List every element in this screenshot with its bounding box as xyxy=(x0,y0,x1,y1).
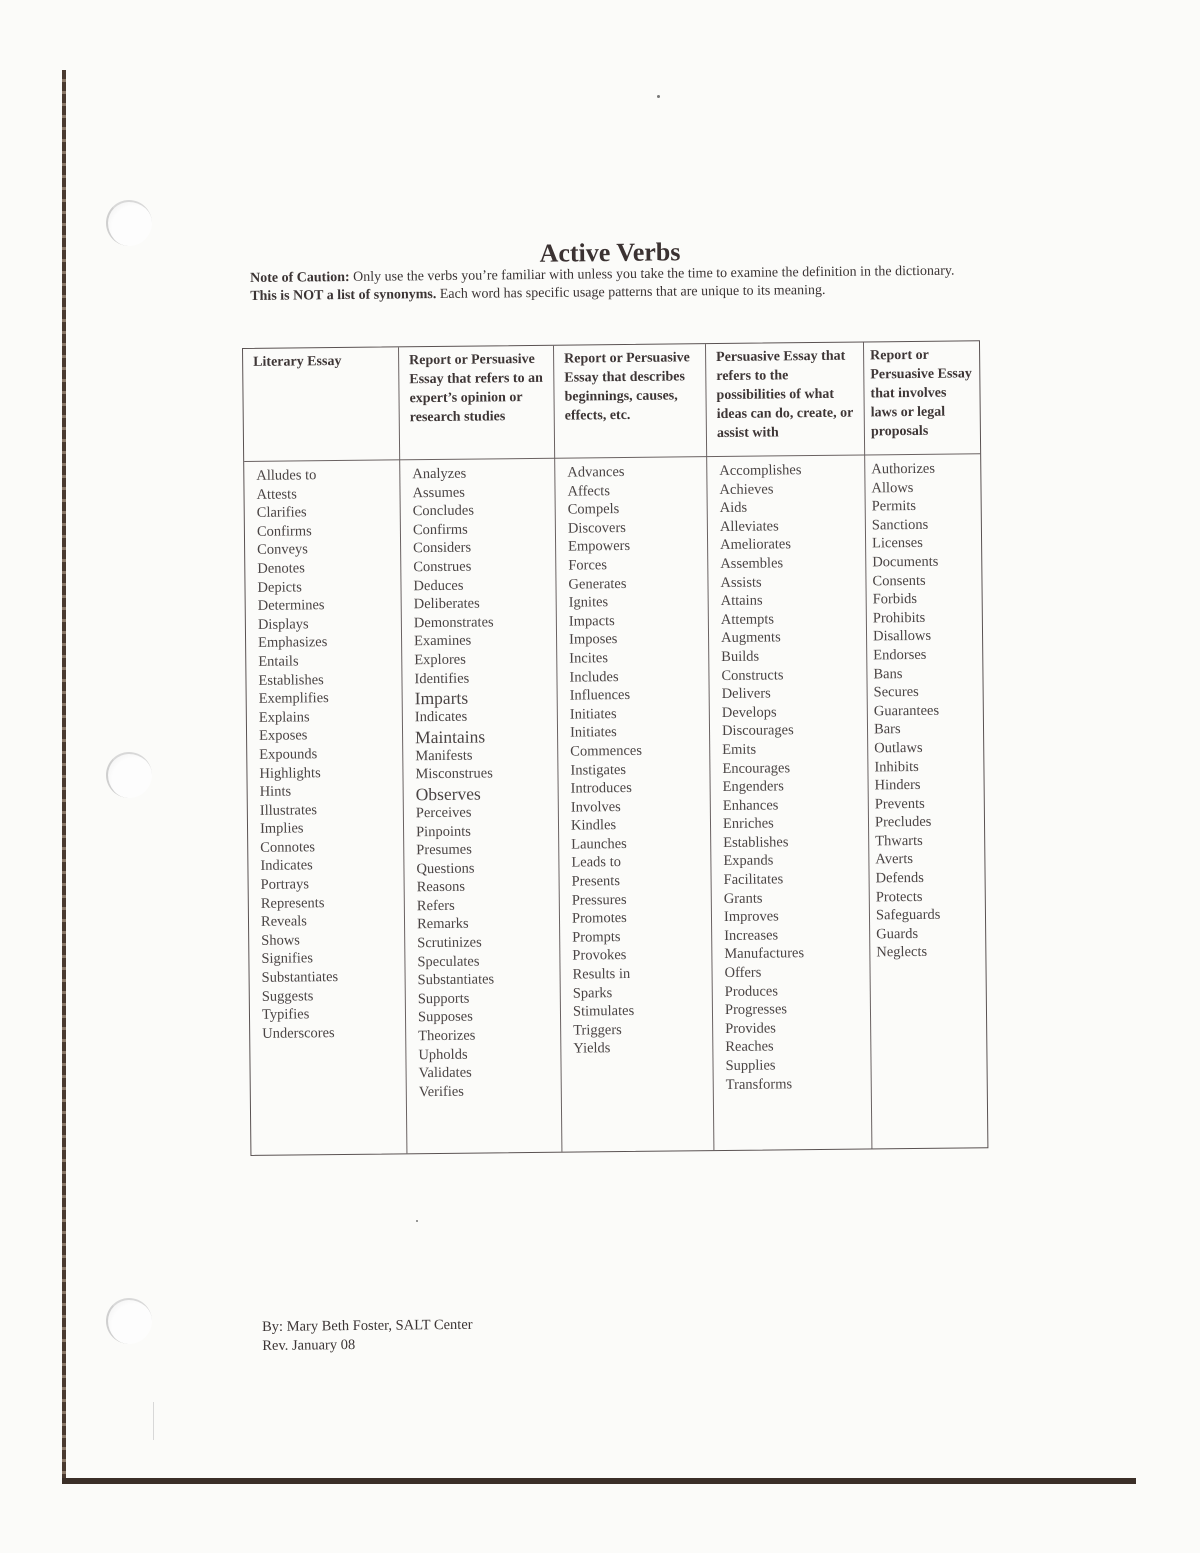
verb-item: Improves xyxy=(723,908,779,926)
page-title: Active Verbs xyxy=(539,237,681,268)
verb-item: Achieves xyxy=(719,481,774,498)
verb-item: Exemplifies xyxy=(258,690,329,707)
verb-item: Engenders xyxy=(722,778,784,796)
verb-item: Advances xyxy=(567,464,625,481)
verb-item: Accomplishes xyxy=(719,462,802,480)
column-header: Literary Essay xyxy=(253,353,342,370)
verb-item: Expands xyxy=(723,852,774,870)
verb-item: Conveys xyxy=(257,541,308,559)
verb-item: Initiates xyxy=(569,705,617,723)
verb-item: Consents xyxy=(872,572,926,589)
verb-item: Outlaws xyxy=(874,739,923,757)
verb-item: Leads to xyxy=(571,854,622,872)
verb-item: Thwarts xyxy=(875,832,923,850)
verb-item: Introduces xyxy=(570,780,632,797)
verb-item: Emphasizes xyxy=(258,634,328,652)
verb-item: Signifies xyxy=(261,950,314,968)
verb-item: Emits xyxy=(722,741,757,758)
verb-item: Scrutinizes xyxy=(417,934,482,952)
verb-item: Confirms xyxy=(256,523,312,540)
column-expert-opinion xyxy=(398,346,561,1154)
verb-item: Progresses xyxy=(724,1001,788,1019)
verb-item: Empowers xyxy=(568,538,631,555)
scan-speck xyxy=(416,1220,418,1222)
verb-item: Compels xyxy=(567,501,620,518)
verb-item: Hinders xyxy=(874,777,921,794)
verb-item: Verifies xyxy=(418,1083,464,1101)
verb-item: Safeguards xyxy=(875,906,941,924)
caution-emphasis: This is NOT a list of synonyms. xyxy=(250,287,437,304)
verb-item: Denotes xyxy=(257,560,305,577)
verb-item: Presumes xyxy=(416,841,472,859)
verb-item: Augments xyxy=(720,629,781,647)
verb-item: Ameliorates xyxy=(720,536,792,554)
verb-item: Secures xyxy=(873,684,919,701)
verb-item: Analyzes xyxy=(412,465,467,483)
column-header: Report or Persuasive Essay that involves laws or legal proposals xyxy=(870,347,972,440)
verb-item: Authorizes xyxy=(871,460,936,478)
verb-item: Highlights xyxy=(259,764,321,782)
credit-block xyxy=(262,1316,473,1356)
verb-item: Prohibits xyxy=(872,609,926,627)
verb-item: Attains xyxy=(720,592,763,610)
verb-item: Confirms xyxy=(412,521,468,539)
verb-item: Observes xyxy=(415,783,481,805)
verb-item: Illustrates xyxy=(259,801,318,819)
verb-item: Initiates xyxy=(569,724,617,741)
verb-item: Discourages xyxy=(721,722,794,740)
verb-item: Depicts xyxy=(257,578,302,596)
verb-item: Prompts xyxy=(572,928,621,946)
verb-item: Attests xyxy=(256,486,297,503)
verb-item: Ignites xyxy=(568,594,609,611)
verb-item: Questions xyxy=(416,860,475,877)
verb-item: Substantiates xyxy=(261,969,339,986)
verb-item: Bars xyxy=(873,721,901,738)
verb-item: Reveals xyxy=(260,913,308,931)
verb-item: Deduces xyxy=(413,577,464,594)
column-literary-essay xyxy=(243,347,406,1155)
column-possibilities xyxy=(705,342,871,1150)
verb-item: Portrays xyxy=(260,876,310,893)
verb-item: Produces xyxy=(724,983,779,1000)
author-credit: By: Mary Beth Foster, SALT Center xyxy=(262,1316,473,1335)
verb-item: Guarantees xyxy=(873,702,940,720)
verb-item: Perceives xyxy=(415,804,472,822)
verb-item: Forces xyxy=(568,557,608,574)
verb-item: Enriches xyxy=(722,815,774,833)
verb-item: Reasons xyxy=(416,878,466,896)
verb-item: Alleviates xyxy=(719,518,779,535)
verb-list xyxy=(865,459,987,962)
verb-item: Guards xyxy=(876,925,919,943)
verb-item: Impacts xyxy=(568,612,615,630)
verb-item: Aids xyxy=(719,499,748,517)
verb-item: Results in xyxy=(572,966,631,983)
punch-hole-top xyxy=(106,200,152,246)
verb-item: Indicates xyxy=(260,857,313,875)
verb-item: Clarifies xyxy=(256,504,307,522)
verb-item: Maintains xyxy=(414,726,486,747)
scan-speck xyxy=(657,95,660,98)
verb-item: Discovers xyxy=(567,519,626,537)
verb-item: Promotes xyxy=(571,910,627,927)
verb-item: Encourages xyxy=(722,759,791,777)
verb-item: Allows xyxy=(871,479,914,497)
verb-item: Expounds xyxy=(259,746,318,763)
verb-item: Theorizes xyxy=(418,1027,476,1045)
verb-item: Offers xyxy=(724,964,762,982)
verb-item: Presents xyxy=(571,873,621,890)
verb-item: Establishes xyxy=(723,834,789,851)
verb-item: Considers xyxy=(413,539,472,557)
caution-note xyxy=(250,262,970,306)
verb-item: Grants xyxy=(723,890,763,907)
verb-item: Launches xyxy=(571,835,627,853)
verb-item: Demonstrates xyxy=(413,614,494,631)
punch-hole-bottom xyxy=(106,1298,152,1344)
verb-item: Typifies xyxy=(261,1006,310,1024)
verb-item: Builds xyxy=(721,648,760,665)
verb-item: Involves xyxy=(570,798,621,816)
verb-item: Instigates xyxy=(570,761,627,779)
verb-item: Provokes xyxy=(572,947,627,965)
verb-item: Refers xyxy=(416,897,455,915)
verb-item: Suggests xyxy=(261,987,314,1005)
column-causes-effects xyxy=(553,344,713,1152)
verb-item: Permits xyxy=(871,498,917,515)
verb-item: Develops xyxy=(721,704,777,721)
scan-mark xyxy=(153,1402,154,1440)
verb-item: Connotes xyxy=(260,839,316,856)
verb-item: Stimulates xyxy=(572,1003,635,1020)
scan-edge-bottom xyxy=(62,1478,1136,1484)
verb-item: Prevents xyxy=(874,795,925,813)
verb-list xyxy=(400,464,561,1102)
verb-item: Examines xyxy=(413,632,472,650)
verb-item: Substantiates xyxy=(417,971,495,989)
verb-item: Shows xyxy=(261,932,300,949)
verb-item: Upholds xyxy=(418,1046,468,1063)
verb-item: Misconstrues xyxy=(415,765,493,783)
verb-item: Forbids xyxy=(872,591,918,608)
column-header: Report or Persuasive Essay that refers to an expert’s opinion or research studies xyxy=(409,351,543,426)
verb-item: Supports xyxy=(417,990,470,1008)
verb-item: Triggers xyxy=(573,1021,622,1039)
verb-item: Speculates xyxy=(417,953,480,970)
verb-item: Averts xyxy=(875,851,914,868)
verb-table xyxy=(242,340,988,1156)
verb-item: Manifests xyxy=(415,747,473,764)
verb-item: Influences xyxy=(569,687,631,704)
verb-item: Identifies xyxy=(414,670,470,687)
verb-item: Facilitates xyxy=(723,871,784,889)
verb-item: Kindles xyxy=(570,817,617,834)
verb-item: Includes xyxy=(569,668,619,686)
verb-item: Yields xyxy=(573,1040,611,1057)
verb-item: Assists xyxy=(720,574,762,591)
verb-item: Transforms xyxy=(725,1075,793,1093)
verb-item: Constructs xyxy=(721,666,784,684)
verb-item: Sparks xyxy=(572,984,613,1002)
verb-item: Imparts xyxy=(414,687,469,709)
verb-item: Bans xyxy=(873,665,903,682)
verb-item: Neglects xyxy=(876,944,928,961)
verb-item: Alludes to xyxy=(256,467,317,484)
verb-item: Reaches xyxy=(725,1038,774,1056)
verb-list xyxy=(707,460,871,1094)
column-laws-proposals xyxy=(863,341,989,1148)
verb-item: Endorses xyxy=(873,646,927,664)
verb-item: Precludes xyxy=(874,814,932,831)
verb-item: Supposes xyxy=(417,1009,473,1026)
verb-item: Inhibits xyxy=(874,758,919,775)
verb-item: Licenses xyxy=(872,535,923,552)
verb-item: Remarks xyxy=(416,916,469,933)
verb-item: Validates xyxy=(418,1064,472,1082)
column-header: Report or Persuasive Essay that describes beginnings, causes, effects, etc. xyxy=(564,350,690,424)
column-header: Persuasive Essay that refers to the possibilities of what ideas can do, create, or assist with xyxy=(716,348,854,442)
verb-item: Explains xyxy=(258,709,310,726)
verb-item: Represents xyxy=(260,894,325,912)
verb-item: Supplies xyxy=(725,1057,776,1074)
verb-item: Explores xyxy=(414,651,466,669)
verb-item: Enhances xyxy=(722,797,779,814)
verb-item: Implies xyxy=(259,820,304,838)
punch-hole-middle xyxy=(106,752,152,798)
verb-item: Incites xyxy=(569,650,609,667)
verb-item: Pressures xyxy=(571,891,627,909)
scan-edge-left xyxy=(62,70,66,1484)
verb-item: Defends xyxy=(875,869,924,887)
verb-item: Delivers xyxy=(721,685,771,703)
verb-item: Exposes xyxy=(258,727,308,745)
verb-item: Affects xyxy=(567,482,611,500)
verb-item: Construes xyxy=(413,558,472,576)
revision-date: Rev. January 08 xyxy=(262,1337,356,1354)
verb-item: Increases xyxy=(724,927,779,944)
verb-item: Provides xyxy=(725,1020,776,1037)
verb-item: Entails xyxy=(258,653,299,670)
verb-item: Protects xyxy=(875,888,923,906)
verb-item: Documents xyxy=(872,553,939,571)
verb-item: Determines xyxy=(257,597,325,615)
verb-item: Assumes xyxy=(412,484,465,501)
verb-item: Deliberates xyxy=(413,595,480,613)
verb-item: Underscores xyxy=(262,1024,335,1042)
verb-list xyxy=(244,465,405,1043)
verb-list xyxy=(555,462,712,1059)
verb-item: Sanctions xyxy=(871,516,929,534)
verb-item: Attempts xyxy=(720,611,775,628)
verb-item: Assembles xyxy=(720,555,784,572)
verb-item: Disallows xyxy=(872,628,932,645)
verb-item: Concludes xyxy=(412,502,475,520)
verb-item: Establishes xyxy=(258,671,324,689)
verb-item: Pinpoints xyxy=(415,823,471,840)
verb-item: Commences xyxy=(570,742,643,760)
verb-item: Indicates xyxy=(414,708,468,726)
verb-item: Manufactures xyxy=(724,945,805,963)
caution-text-end: Each word has specific usage patterns that are unique to its meaning. xyxy=(436,282,826,303)
verb-item: Generates xyxy=(568,575,627,593)
verb-item: Displays xyxy=(257,616,309,633)
caution-text: Only use the verbs you’re familiar with unless you take the time to examine the definition in the dictionary. xyxy=(349,263,955,285)
verb-item: Imposes xyxy=(568,631,618,648)
caution-label: Note of Caution: xyxy=(250,269,350,286)
verb-item: Hints xyxy=(259,783,292,800)
